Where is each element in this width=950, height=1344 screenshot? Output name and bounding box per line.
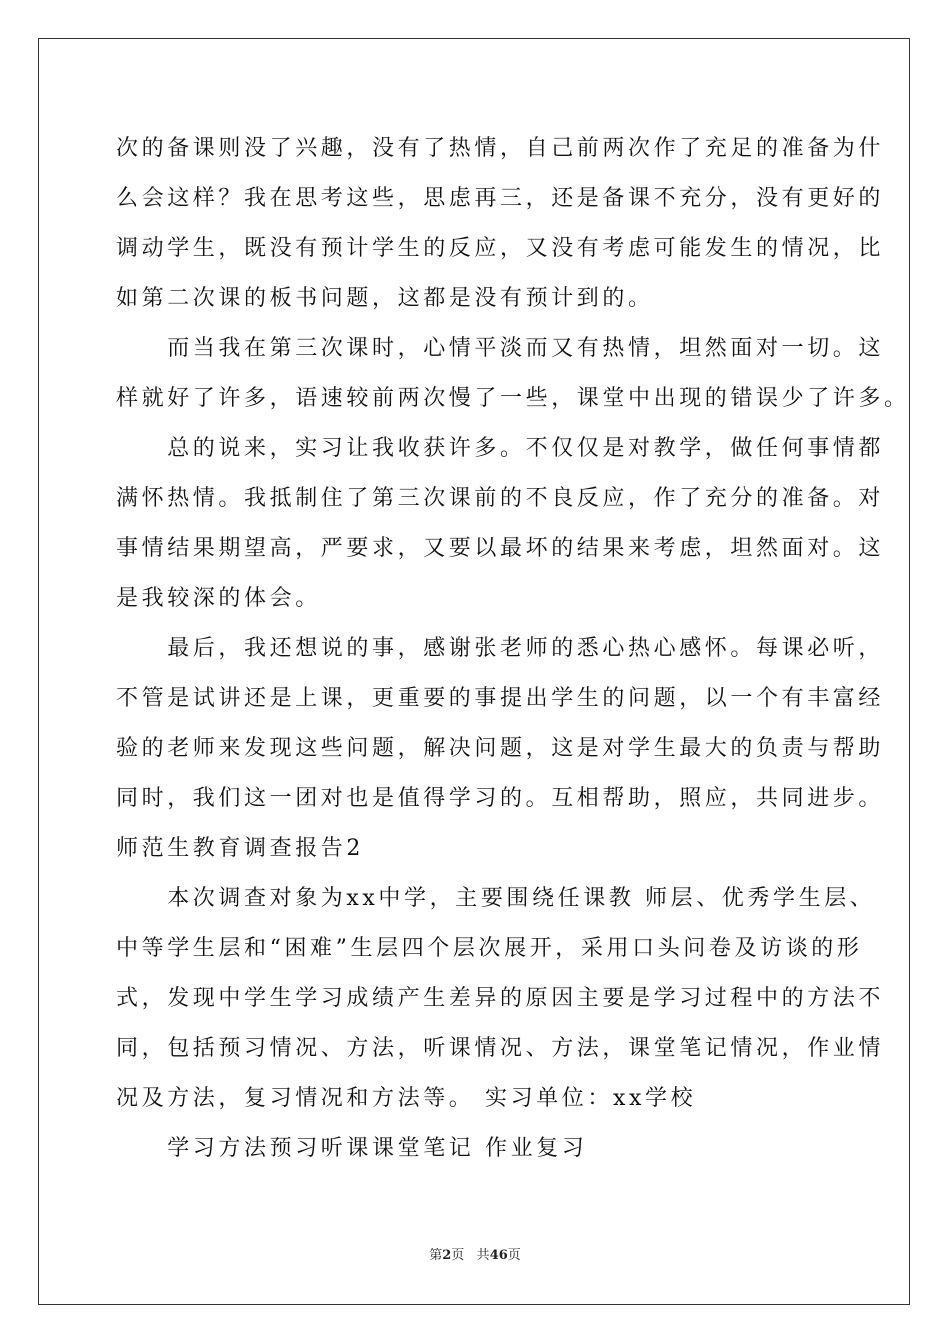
page-footer [0,1247,950,1265]
total-suffix: 页 [507,1248,521,1263]
text-line: 况及方法，复习情况和方法等。 实习单位：xx学校 [116,1086,697,1111]
text-line: 最后，我还想说的事，感谢张老师的悉心热心感怀。每课必听， [116,636,885,661]
page-border [38,38,910,1305]
text-line: 验的老师来发现这些问题，解决问题，这是对学生最大的负责与帮助 [116,736,885,761]
text-line: 事情结果期望高，严要求，又要以最坏的结果来考虑，坦然面对。这 [116,536,885,561]
text-line: 式，发现中学生学习成绩产生差异的原因主要是学习过程中的方法不 [116,986,885,1011]
total-pages: 46 [489,1248,508,1263]
text-line: 满怀热情。我抵制住了第三次课前的不良反应，作了充分的准备。对 [116,486,885,511]
text-line: 同时，我们这一团对也是值得学习的。互相帮助，照应，共同进步。 [116,786,885,811]
text-line: 而当我在第三次课时，心情平淡而又有热情，坦然面对一切。这 [116,336,885,361]
text-line: 样就好了许多，语速较前两次慢了一些，课堂中出现的错误少了许多。 [116,386,910,411]
text-line: 不管是试讲还是上课，更重要的事提出学生的问题，以一个有丰富经 [116,686,885,711]
text-line: 调动学生，既没有预计学生的反应，又没有考虑可能发生的情况，比 [116,236,885,261]
page-prefix: 第 [429,1248,443,1263]
text-line: 本次调查对象为xx中学，主要围绕任课教 师层、优秀学生层、 [116,886,876,911]
total-prefix: 共 [476,1248,490,1263]
text-line: 次的备课则没了兴趣，没有了热情，自己前两次作了充足的准备为什 [116,136,885,161]
text-line: 总的说来，实习让我收获许多。不仅仅是对教学，做任何事情都 [116,436,885,461]
text-line: 学习方法预习听课课堂笔记 作业复习 [116,1136,588,1161]
text-line: 如第二次课的板书问题，这都是没有预计到的。 [116,286,654,311]
text-line: 同，包括预习情况、方法，听课情况、方法，课堂笔记情况，作业情 [116,1036,885,1061]
page-suffix: 页 [451,1248,465,1263]
text-line: 中等学生层和“困难”生层四个层次展开，采用口头问卷及访谈的形 [116,936,863,961]
text-line: 么会这样？我在思考这些，思虑再三，还是备课不充分，没有更好的 [116,186,885,211]
page-number: 2 [442,1248,452,1263]
section-heading: 师范生教育调查报告2 [116,836,364,861]
text-line: 是我较深的体会。 [116,586,321,611]
